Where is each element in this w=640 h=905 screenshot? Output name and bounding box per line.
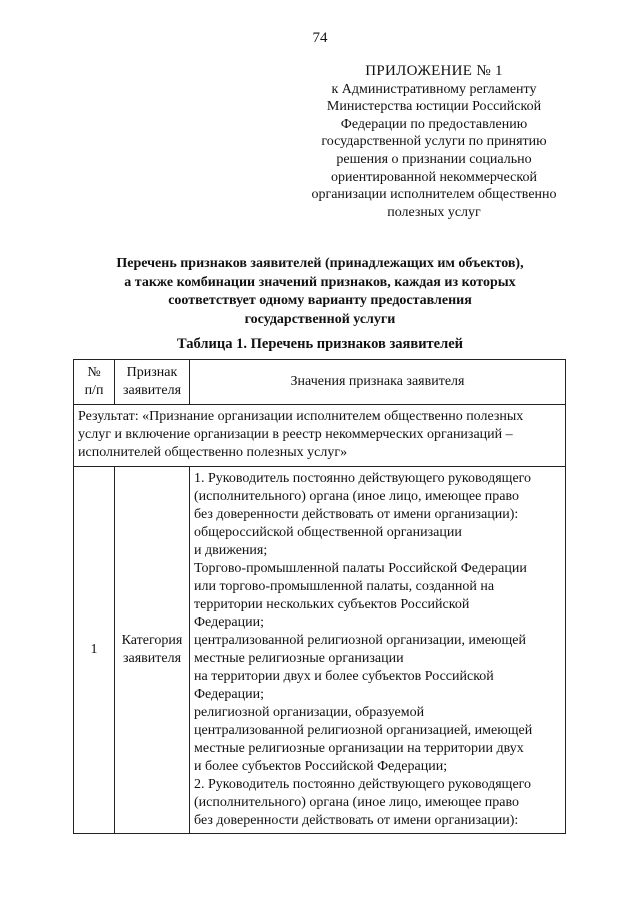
- header-property-line: заявителя: [122, 383, 182, 398]
- value-line: 2. Руководитель постоянно действующего руководящего: [194, 777, 532, 792]
- value-line: 1. Руководитель постоянно действующего руководящего: [194, 471, 532, 486]
- header-number: [74, 360, 115, 405]
- row-value: [190, 467, 566, 834]
- header-property-line: Признак: [126, 365, 178, 380]
- title-line: государственной услуги: [244, 311, 396, 327]
- result-line: услуг и включение организации в реестр некоммерческих организаций –: [78, 427, 513, 442]
- appendix-line: ориентированной некоммерческой: [331, 169, 537, 185]
- criteria-table: [73, 359, 566, 834]
- result-row: [74, 405, 566, 467]
- value-line: и движения;: [194, 543, 268, 558]
- appendix-line: организации исполнителем общественно: [311, 187, 557, 203]
- value-line: общероссийской общественной организации: [194, 525, 462, 540]
- appendix-line: государственной услуги по принятию: [321, 134, 547, 150]
- value-line: на территории двух и более субъектов Российской: [194, 669, 494, 684]
- value-line: централизованной религиозной организацией, имеющей: [194, 723, 533, 738]
- value-line: (исполнительного) органа (иное лицо, имеющее право: [194, 795, 520, 810]
- value-line: Торгово-промышленной палаты Российской Федерации: [194, 561, 527, 576]
- value-line: и более субъектов Российской Федерации;: [194, 759, 448, 774]
- result-cell: [74, 405, 566, 467]
- row-property-line: Категория: [121, 633, 183, 648]
- header-number-line: п/п: [84, 383, 104, 398]
- value-line: религиозной организации, образуемой: [194, 705, 425, 720]
- page-number: 74: [312, 30, 328, 46]
- value-line: без доверенности действовать от имени организации):: [194, 507, 519, 522]
- row-property: [115, 467, 190, 834]
- header-property: [115, 360, 190, 405]
- value-line: Федерации;: [194, 687, 265, 702]
- value-line: централизованной религиозной организации, имеющей: [194, 633, 526, 648]
- title-line: соответствует одному варианту предоставления: [168, 293, 472, 308]
- appendix-block: [284, 63, 584, 221]
- header-number-line: №: [87, 365, 101, 380]
- appendix-line: Министерства юстиции Российской: [326, 99, 542, 115]
- table-header-row: [74, 360, 566, 405]
- title-line: а также комбинации значений признаков, каждая из которых: [124, 274, 516, 290]
- result-line: исполнителей общественно полезных услуг»: [78, 445, 348, 460]
- value-line: территории нескольких субъектов Российской: [194, 597, 470, 612]
- row-number: 1: [74, 467, 115, 834]
- document-title: [60, 255, 580, 329]
- value-line: Федерации;: [194, 615, 265, 630]
- value-line: или торгово-промышленной палаты, созданной на: [194, 579, 495, 594]
- appendix-line: решения о признании социально: [336, 151, 532, 167]
- appendix-line: полезных услуг: [387, 204, 481, 220]
- result-line: Результат: «Признание организации исполнителем общественно полезных: [78, 409, 524, 424]
- row-property-line: заявителя: [122, 651, 182, 666]
- appendix-heading: ПРИЛОЖЕНИЕ № 1: [365, 63, 503, 79]
- title-line: Перечень признаков заявителей (принадлежащих им объектов),: [116, 256, 524, 271]
- appendix-line: к Административному регламенту: [331, 81, 537, 97]
- value-line: (исполнительного) органа (иное лицо, имеющее право: [194, 489, 520, 504]
- table-caption: Таблица 1. Перечень признаков заявителей: [176, 336, 464, 352]
- value-line: без доверенности действовать от имени организации):: [194, 813, 519, 828]
- value-line: местные религиозные организации: [194, 651, 404, 666]
- value-line: местные религиозные организации на территории двух: [194, 741, 524, 756]
- appendix-line: Федерации по предоставлению: [340, 116, 528, 132]
- table-row: [74, 467, 566, 834]
- header-value: Значения признака заявителя: [190, 360, 566, 405]
